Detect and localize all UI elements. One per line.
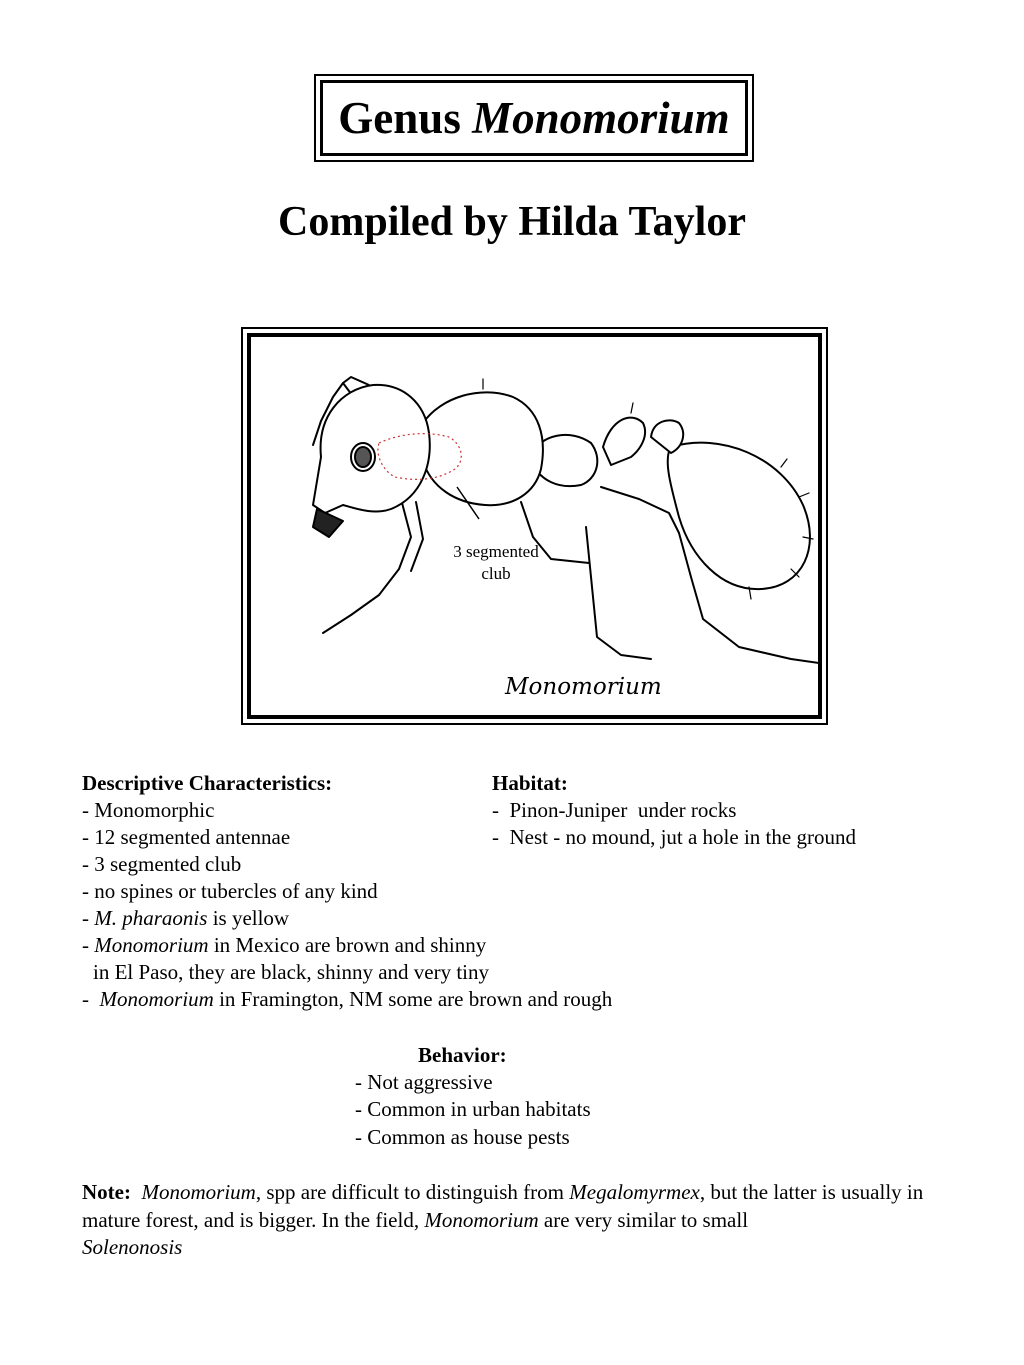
- char-farmington-prefix: -: [82, 987, 100, 1011]
- note-text-1: , spp are difficult to distinguish from: [255, 1180, 570, 1204]
- petiole: [603, 418, 645, 465]
- compiled-by: Compiled by Hilda Taylor: [278, 199, 746, 245]
- char-monomorphic: - Monomorphic: [82, 798, 215, 822]
- char-club: - 3 segmented club: [82, 852, 242, 876]
- figure-caption: Monomorium: [505, 674, 662, 700]
- behavior-pests: - Common as house pests: [355, 1125, 570, 1149]
- behavior-urban: - Common in urban habitats: [355, 1097, 591, 1121]
- note-paragraph: [82, 1179, 932, 1262]
- note-name-2: Megalomyrmex: [569, 1180, 700, 1204]
- note-name-4: Solenonosis: [82, 1235, 183, 1259]
- note-text-2: , but the latter is usually in mature forest, and is bigger. In the field,: [82, 1180, 924, 1232]
- club-callout-label: 3 segmented club: [453, 542, 539, 583]
- char-farmington-name: Monomorium: [99, 987, 214, 1011]
- char-pharaonis-prefix: -: [82, 906, 95, 930]
- postpetiole: [651, 420, 683, 453]
- ant-illustration: [251, 337, 822, 719]
- char-pharaonis-name: M. pharaonis: [94, 906, 208, 930]
- char-spines: - no spines or tubercles of any kind: [82, 879, 378, 903]
- char-mexico-prefix: -: [82, 933, 95, 957]
- note-name-1: Monomorium: [141, 1180, 256, 1204]
- behavior-heading: Behavior:: [418, 1043, 507, 1067]
- figure-frame: [241, 327, 828, 725]
- char-mexico-name: Monomorium: [94, 933, 209, 957]
- char-farmington: [82, 986, 612, 1013]
- characteristics-heading: Descriptive Characteristics:: [82, 771, 333, 795]
- char-pharaonis-rest: is yellow: [207, 906, 290, 930]
- note-text-3: are very similar to small: [538, 1207, 749, 1232]
- title-genus-name: Monomorium: [472, 93, 730, 143]
- behavior-aggressive: - Not aggressive: [355, 1070, 493, 1094]
- char-elpaso: in El Paso, they are black, shinny and very tiny: [93, 960, 489, 984]
- figure-inner: [247, 333, 822, 719]
- char-pharaonis: [82, 905, 289, 932]
- note-label: Note:: [82, 1180, 131, 1204]
- note-name-3: Monomorium: [424, 1207, 539, 1232]
- habitat-heading: Habitat:: [492, 771, 568, 795]
- mandible: [313, 509, 343, 537]
- char-mexico-rest: in Mexico are brown and shinny: [208, 933, 487, 957]
- habitat-pinon: - Pinon-Juniper under rocks: [492, 798, 737, 822]
- char-mexico: [82, 932, 486, 959]
- title-box-inner: [320, 80, 748, 156]
- char-farmington-rest: in Framington, NM some are brown and rough: [213, 987, 613, 1011]
- char-antennae: - 12 segmented antennae: [82, 825, 291, 849]
- hind-leg: [586, 527, 651, 659]
- title-box: [314, 74, 754, 162]
- title-genus-label: Genus: [338, 93, 461, 143]
- mesosoma: [423, 392, 543, 505]
- page-title: [338, 92, 729, 144]
- habitat-nest: - Nest - no mound, jut a hole in the ground: [492, 825, 856, 849]
